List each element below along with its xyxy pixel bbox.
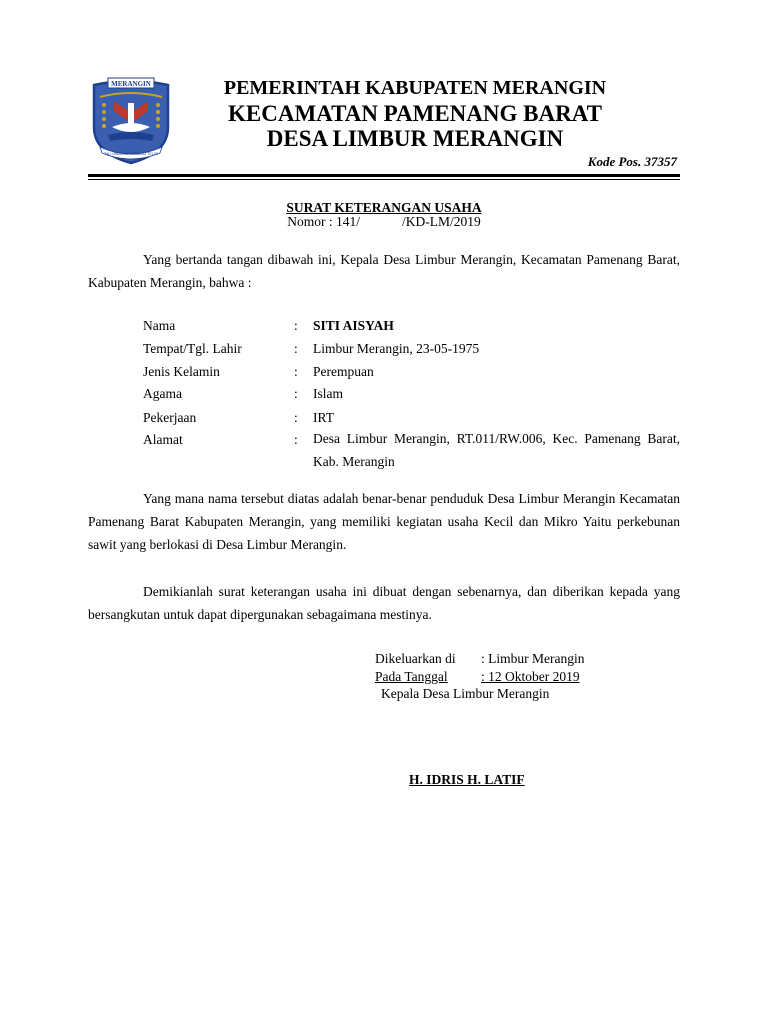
field-value-nama: SITI AISYAH bbox=[313, 318, 394, 333]
issued-date-label: Pada Tanggal bbox=[375, 669, 448, 684]
letterhead-district: KECAMATAN PAMENANG BARAT bbox=[228, 101, 602, 126]
field-value-pekerjaan: IRT bbox=[313, 410, 334, 425]
field-colon: : bbox=[294, 410, 298, 425]
emblem-ribbon-text: TALI UNDANG TAMBANG TELITI bbox=[103, 152, 159, 156]
closing-paragraph: Demikianlah surat keterangan usaha ini dibuat dengan sebenarnya, dan diberikan kepada yang bersangkutan untuk dapat dipergunakan sebagaimana mestinya. bbox=[88, 584, 680, 622]
field-label-agama: Agama bbox=[143, 386, 182, 401]
letterhead-government: PEMERINTAH KABUPATEN MERANGIN bbox=[223, 77, 607, 99]
letter-number-prefix: Nomor : 141/ bbox=[287, 214, 360, 229]
field-colon: : bbox=[294, 432, 298, 447]
field-label-jenis-kelamin: Jenis Kelamin bbox=[143, 364, 220, 379]
issued-date-value: : 12 Oktober 2019 bbox=[481, 669, 580, 684]
letter-title: SURAT KETERANGAN USAHA bbox=[286, 200, 482, 215]
field-label-nama: Nama bbox=[143, 318, 176, 333]
field-label-alamat: Alamat bbox=[143, 432, 183, 447]
letterhead-rule-thin bbox=[88, 179, 680, 180]
issued-place-label: Dikeluarkan di bbox=[375, 651, 456, 666]
field-value-tempat-tgl-lahir: Limbur Merangin, 23-05-1975 bbox=[313, 341, 480, 356]
issued-place-value: : Limbur Merangin bbox=[481, 651, 585, 666]
field-label-tempat-tgl-lahir: Tempat/Tgl. Lahir bbox=[143, 341, 242, 356]
letterhead-village: DESA LIMBUR MERANGIN bbox=[266, 126, 564, 151]
merangin-regency-emblem bbox=[90, 75, 172, 165]
intro-paragraph: Yang bertanda tangan dibawah ini, Kepala Desa Limbur Merangin, Kecamatan Pamenang Barat, Kabupaten Merangin, bahwa : bbox=[88, 252, 680, 290]
emblem-banner-text: MERANGIN bbox=[111, 80, 151, 88]
signer-position: Kepala Desa Limbur Merangin bbox=[381, 686, 550, 701]
letter-number bbox=[88, 214, 680, 230]
field-colon: : bbox=[294, 364, 298, 379]
field-value-jenis-kelamin: Perempuan bbox=[313, 364, 374, 379]
signer-name: H. IDRIS H. LATIF bbox=[409, 772, 525, 787]
field-value-alamat: Desa Limbur Merangin, RT.011/RW.006, Kec. Pamenang Barat, Kab. Merangin bbox=[313, 431, 680, 469]
field-colon: : bbox=[294, 386, 298, 401]
postal-code: Kode Pos. 37357 bbox=[587, 154, 677, 169]
letter-number-suffix: /KD-LM/2019 bbox=[402, 214, 481, 229]
field-colon: : bbox=[294, 318, 298, 333]
field-colon: : bbox=[294, 341, 298, 356]
field-value-agama: Islam bbox=[313, 386, 343, 401]
field-label-pekerjaan: Pekerjaan bbox=[143, 410, 197, 425]
letterhead-rule-thick bbox=[88, 174, 680, 177]
residency-paragraph: Yang mana nama tersebut diatas adalah benar-benar penduduk Desa Limbur Merangin Kecamatan Pamenang Barat Kabupaten Merangin, yang memiliki kegiatan usaha Kecil dan Mikro Yaitu perkebunan sawit yang berlokasi di Desa Limbur Merangin. bbox=[88, 491, 680, 552]
